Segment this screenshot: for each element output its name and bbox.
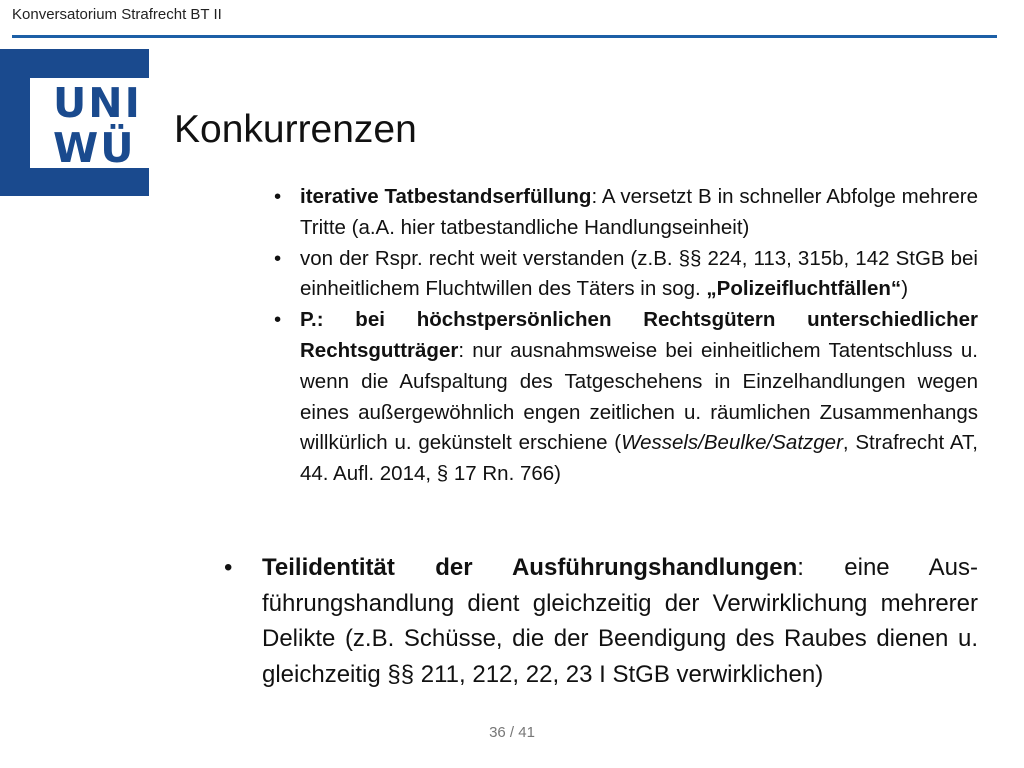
sub-bullet-problem — [274, 305, 978, 490]
term-iterative: iterative Tatbestandserfüllung — [300, 185, 592, 208]
citation-text: , Strafrecht AT, 44. Aufl. 2014, § 17 Rn. 766) — [300, 431, 978, 486]
bullet-text: von der Rspr. recht weit verstanden (z.B. §§ 224, 113, 315b, 142 StGB bei einheitlichem Fluchtwillen des Täters in sog. — [300, 246, 978, 301]
course-title: Konversatorium Strafrecht BT II — [12, 6, 222, 23]
term-teilidentitaet: Teilidentität der Ausführungshandlungen — [262, 554, 798, 581]
slide-title: Konkurrenzen — [174, 108, 417, 151]
logo-text-line-2: WÜ — [53, 124, 136, 172]
bullet-text: : A versetzt B in schneller Abfolge mehrere Tritte (a.A. hier tatbestandliche Handlungseinheit) — [300, 185, 978, 239]
sub-bullet-rspr — [274, 244, 978, 306]
bullet-text: : nur ausnahmsweise bei einheitlichem Tatentschluss u. wenn die Aufspaltung des Tatgeschehens in Einzelhandlungen wegen eines außergewöhnlich engen zeitlichen u. räumlichen Zusammenhangs willkürlich u. gekünstelt erschiene ( — [300, 338, 978, 455]
sub-bullet-iterative — [274, 182, 978, 244]
term-hoechstpersoenlich: P.: bei höchstpersönlichen Rechtsgütern unterschiedlicher Rechtsgutträger — [300, 308, 978, 362]
page-number: 36 / 41 — [489, 724, 535, 741]
bullet-text: ) — [901, 277, 909, 301]
main-bullet-list — [224, 550, 978, 692]
logo-text-line-1: UNI — [53, 79, 142, 127]
main-bullet-teilidentitaet — [224, 550, 978, 692]
university-logo — [0, 49, 149, 196]
bullet-text: : eine Ausführungshandlung dient gleichzeitig der Verwirklichung mehrerer Delikte (z.B. Schüsse, die der Beendigung des Raubes dienen u. gleichzeitig §§ 211, 212, 22, 23 I StGB verwirklichen) — [262, 554, 978, 688]
term-polizeifluchtfaelle: „Polizeifluchtfällen“ — [706, 277, 902, 301]
sub-bullet-list — [274, 182, 978, 490]
header-divider — [12, 35, 997, 38]
citation-authors: Wessels/Beulke/Satzger — [621, 431, 843, 455]
